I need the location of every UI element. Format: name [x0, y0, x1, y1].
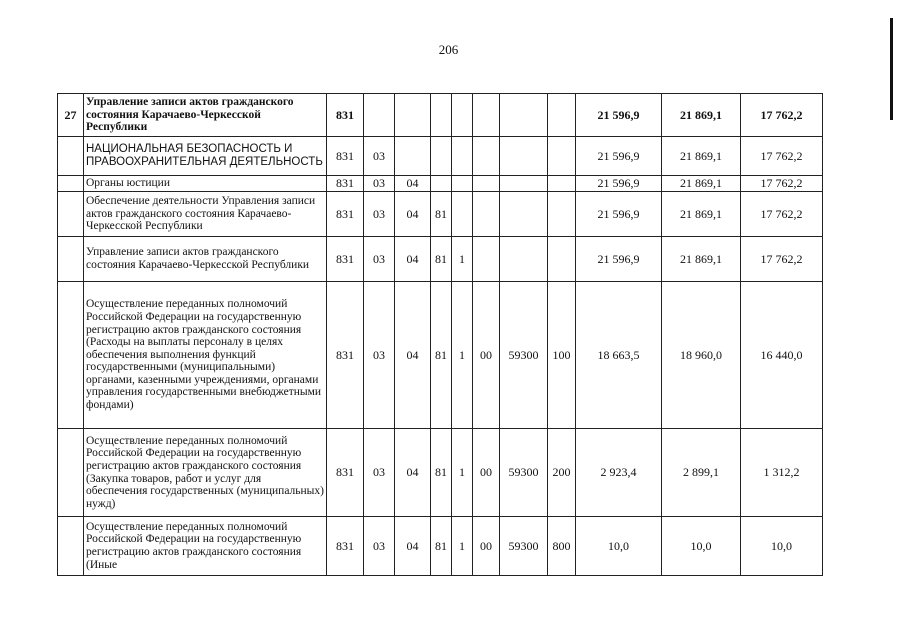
code-subsection: 04 — [395, 176, 431, 192]
amount-year-2: 18 960,0 — [662, 282, 741, 429]
code-direction — [500, 137, 548, 176]
table-row — [58, 429, 823, 517]
code-expense-type — [548, 137, 576, 176]
row-name: Осуществление переданных полномочий Российской Федерации на государственную регистрацию актов гражданского состояния (Иные — [84, 517, 327, 576]
code-expense-type: 200 — [548, 429, 576, 517]
code-admin: 831 — [327, 282, 364, 429]
row-name: Обеспечение деятельности Управления записи актов гражданского состояния Карачаево-Черкесской Республики — [84, 192, 327, 237]
row-number — [58, 282, 84, 429]
amount-year-3: 17 762,2 — [741, 192, 823, 237]
code-subsection: 04 — [395, 429, 431, 517]
code-subsection — [395, 137, 431, 176]
code-program: 81 — [431, 237, 452, 282]
code-program — [431, 94, 452, 137]
code-expense-type — [548, 176, 576, 192]
code-program: 81 — [431, 282, 452, 429]
code-activity: 00 — [473, 517, 500, 576]
amount-year-1: 18 663,5 — [576, 282, 662, 429]
amount-year-1: 21 596,9 — [576, 192, 662, 237]
code-expense-type: 100 — [548, 282, 576, 429]
amount-year-3: 17 762,2 — [741, 176, 823, 192]
code-subprogram: 1 — [452, 517, 473, 576]
row-name: Осуществление переданных полномочий Российской Федерации на государственную регистрацию актов гражданского состояния (Закупка товаров, работ и услуг для обеспечения государственных (муниципальных) нужд) — [84, 429, 327, 517]
margin-bar — [890, 18, 893, 120]
code-admin: 831 — [327, 94, 364, 137]
table-row — [58, 137, 823, 176]
code-admin: 831 — [327, 429, 364, 517]
code-subsection: 04 — [395, 282, 431, 429]
code-program — [431, 137, 452, 176]
code-section: 03 — [364, 237, 395, 282]
amount-year-2: 21 869,1 — [662, 176, 741, 192]
row-number — [58, 517, 84, 576]
code-section: 03 — [364, 137, 395, 176]
code-subprogram — [452, 192, 473, 237]
code-direction: 59300 — [500, 517, 548, 576]
code-section: 03 — [364, 429, 395, 517]
code-subsection: 04 — [395, 237, 431, 282]
amount-year-1: 2 923,4 — [576, 429, 662, 517]
code-direction: 59300 — [500, 429, 548, 517]
code-section: 03 — [364, 282, 395, 429]
amount-year-1: 21 596,9 — [576, 237, 662, 282]
code-subsection — [395, 94, 431, 137]
row-name: Управление записи актов гражданского состояния Карачаево-Черкесской Республики — [84, 237, 327, 282]
code-activity: 00 — [473, 429, 500, 517]
code-expense-type — [548, 94, 576, 137]
table-row — [58, 282, 823, 429]
code-direction — [500, 237, 548, 282]
code-expense-type: 800 — [548, 517, 576, 576]
code-section: 03 — [364, 176, 395, 192]
amount-year-1: 21 596,9 — [576, 94, 662, 137]
code-admin: 831 — [327, 137, 364, 176]
code-subsection: 04 — [395, 517, 431, 576]
code-activity — [473, 176, 500, 192]
code-program: 81 — [431, 192, 452, 237]
table-row — [58, 94, 823, 137]
amount-year-1: 21 596,9 — [576, 176, 662, 192]
amount-year-3: 16 440,0 — [741, 282, 823, 429]
row-number — [58, 137, 84, 176]
amount-year-3: 17 762,2 — [741, 94, 823, 137]
code-activity: 00 — [473, 282, 500, 429]
code-direction: 59300 — [500, 282, 548, 429]
amount-year-2: 21 869,1 — [662, 192, 741, 237]
code-admin: 831 — [327, 517, 364, 576]
code-direction — [500, 192, 548, 237]
amount-year-2: 2 899,1 — [662, 429, 741, 517]
amount-year-3: 17 762,2 — [741, 237, 823, 282]
row-number — [58, 237, 84, 282]
code-program: 81 — [431, 517, 452, 576]
amount-year-2: 10,0 — [662, 517, 741, 576]
table-row — [58, 517, 823, 576]
code-program — [431, 176, 452, 192]
amount-year-1: 21 596,9 — [576, 137, 662, 176]
code-activity — [473, 137, 500, 176]
code-activity — [473, 94, 500, 137]
amount-year-3: 1 312,2 — [741, 429, 823, 517]
code-subprogram — [452, 137, 473, 176]
code-admin: 831 — [327, 192, 364, 237]
code-subprogram: 1 — [452, 282, 473, 429]
row-number — [58, 176, 84, 192]
amount-year-3: 17 762,2 — [741, 137, 823, 176]
row-name: НАЦИОНАЛЬНАЯ БЕЗОПАСНОСТЬ И ПРАВООХРАНИТЕЛЬНАЯ ДЕЯТЕЛЬНОСТЬ — [84, 137, 327, 176]
code-subprogram — [452, 94, 473, 137]
code-direction — [500, 94, 548, 137]
row-name: Органы юстиции — [84, 176, 327, 192]
row-number — [58, 429, 84, 517]
code-admin: 831 — [327, 176, 364, 192]
code-program: 81 — [431, 429, 452, 517]
code-admin: 831 — [327, 237, 364, 282]
code-subsection: 04 — [395, 192, 431, 237]
code-subprogram: 1 — [452, 237, 473, 282]
row-number: 27 — [58, 94, 84, 137]
budget-table — [57, 93, 823, 576]
code-activity — [473, 237, 500, 282]
page-number: 206 — [438, 42, 459, 57]
code-section: 03 — [364, 192, 395, 237]
amount-year-3: 10,0 — [741, 517, 823, 576]
amount-year-2: 21 869,1 — [662, 137, 741, 176]
row-name: Осуществление переданных полномочий Российской Федерации на государственную регистрацию актов гражданского состояния (Расходы на выплаты персоналу в целях обеспечения выполнения функций государственными (муниципальными) органами, казенными учреждениями, органами управления государственными внебюджетными фондами) — [84, 282, 327, 429]
row-number — [58, 192, 84, 237]
code-expense-type — [548, 237, 576, 282]
amount-year-2: 21 869,1 — [662, 94, 741, 137]
code-expense-type — [548, 192, 576, 237]
row-name: Управление записи актов гражданского состояния Карачаево-Черкесской Республики — [84, 94, 327, 137]
code-direction — [500, 176, 548, 192]
table-row — [58, 192, 823, 237]
code-subprogram — [452, 176, 473, 192]
amount-year-1: 10,0 — [576, 517, 662, 576]
code-subprogram: 1 — [452, 429, 473, 517]
amount-year-2: 21 869,1 — [662, 237, 741, 282]
table-row — [58, 237, 823, 282]
code-section: 03 — [364, 517, 395, 576]
code-section — [364, 94, 395, 137]
table-row — [58, 176, 823, 192]
code-activity — [473, 192, 500, 237]
